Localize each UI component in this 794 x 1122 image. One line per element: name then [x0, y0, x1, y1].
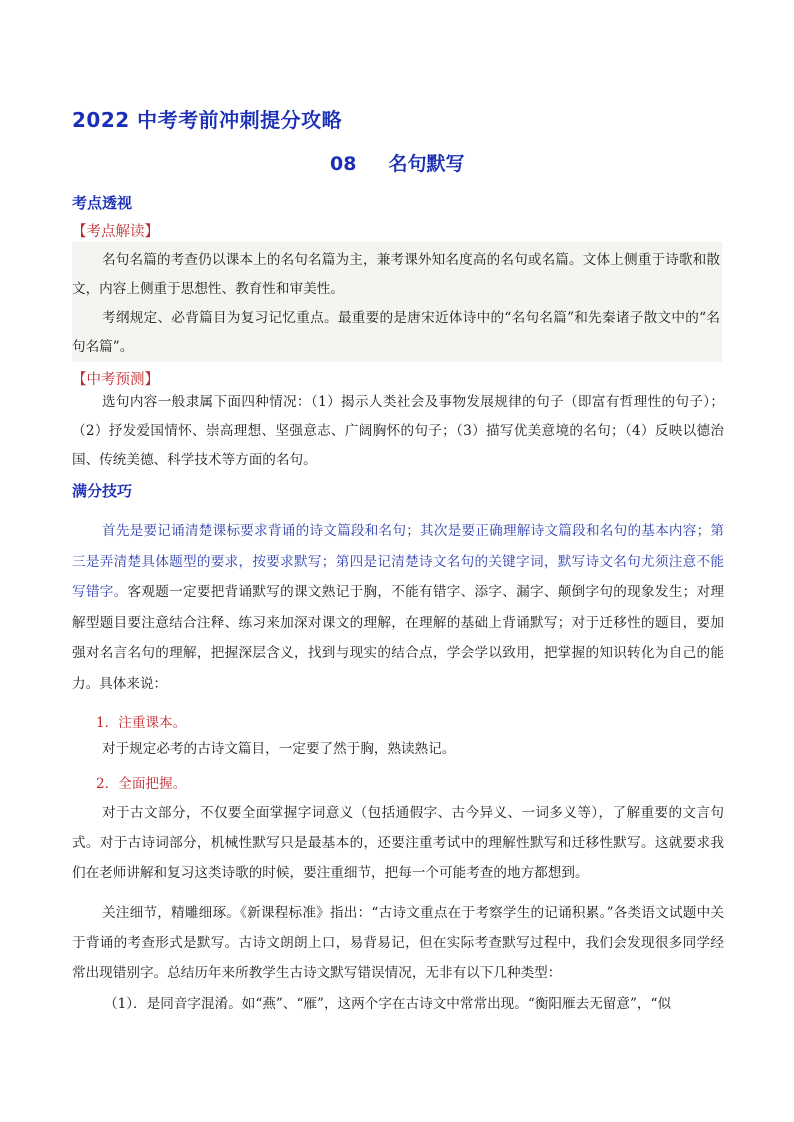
skills-intro-highlight: 首先是要记诵清楚课标要求背诵的诗文篇段和名句；其次是要正确理解诗文篇段和名句的基本内容；第三是弄清楚具体题型的要求，按要求默写；第四是记清楚诗文名句的关键字词，默写诗文名句尤须注意不能写错字。 — [72, 523, 724, 600]
interpret-label: 【考点解读】 — [72, 224, 159, 240]
item-2-label: 2．全面把握。 — [96, 776, 187, 792]
document-title: 2022 中考考前冲刺提分攻略 — [72, 108, 343, 132]
chapter-number: 08 — [330, 153, 357, 175]
chapter-heading — [330, 149, 464, 176]
interpret-paragraph-1: 名句名篇的考查仍以课本上的名句名篇为主，兼考课外知名度高的名句或名篇。文体上侧重于诗歌和散文，内容上侧重于思想性、教育性和审美性。 — [72, 252, 720, 297]
section-heading-skills: 满分技巧 — [72, 482, 133, 500]
item-1-label: 1．注重课本。 — [96, 715, 187, 731]
section-heading-focus: 考点透视 — [72, 194, 133, 212]
item-2-paragraph-2: 关注细节，精雕细琢。《新课程标准》指出：“古诗文重点在于考察学生的记诵积累。”各类语文试题中关于背诵的考查形式是默写。古诗文朗朗上口，易背易记，但在实际考查默写过程中，我们会发现很多同学经常出现错别字。总结历年来所教学生古诗文默写错误情况，无非有以下几种类型： — [72, 905, 724, 981]
interpret-paragraph-2: 考纲规定、必背篇目为复习记忆重点。最重要的是唐宋近体诗中的“名句名篇”和先秦诸子散文中的“名句名篇”。 — [72, 310, 720, 355]
skills-intro-rest: 客观题一定要把背诵默写的课文熟记于胸，不能有错字、添字、漏字、颠倒字句的现象发生；对理解型题目要注意结合注释、练习来加深对课文的理解，在理解的基础上背诵默写；对于迁移性的题目，要加强对名言名句的理解，把握深层含义，找到与现实的结合点，学会学以致用，把掌握的知识转化为自己的能力。具体来说： — [72, 584, 724, 692]
item-2-paragraph-1: 对于古文部分，不仅要全面掌握字词意义（包括通假字、古今异义、一词多义等），了解重要的文言句式。对于古诗词部分，机械性默写只是最基本的，还要注重考试中的理解性默写和迁移性默写。这就要求我们在老师讲解和复习这类诗歌的时候，要注重细节，把每一个可能考查的地方都想到。 — [72, 805, 724, 881]
predict-label: 【中考预测】 — [72, 372, 159, 388]
item-1-text: 对于规定必考的古诗文篇目，一定要了然于胸，熟读熟记。 — [102, 741, 456, 757]
skills-intro-paragraph — [72, 516, 724, 699]
predict-paragraph: 选句内容一般隶属下面四种情况：（1）揭示人类社会及事物发展规律的句子（即富有哲理性的句子）；（2）抒发爱国情怀、崇高理想、坚强意志、广阔胸怀的句子；（3）描写优美意境的名句；（4）反映以德治国、传统美德、科学技术等方面的名句。 — [72, 394, 724, 468]
item-2-paragraph-3: （1）．是同音字混淆。如“燕”、“雁”，这两个字在古诗文中常常出现。“衡阳雁去无留意”，“似 — [104, 996, 672, 1012]
chapter-topic: 名句默写 — [388, 153, 465, 175]
